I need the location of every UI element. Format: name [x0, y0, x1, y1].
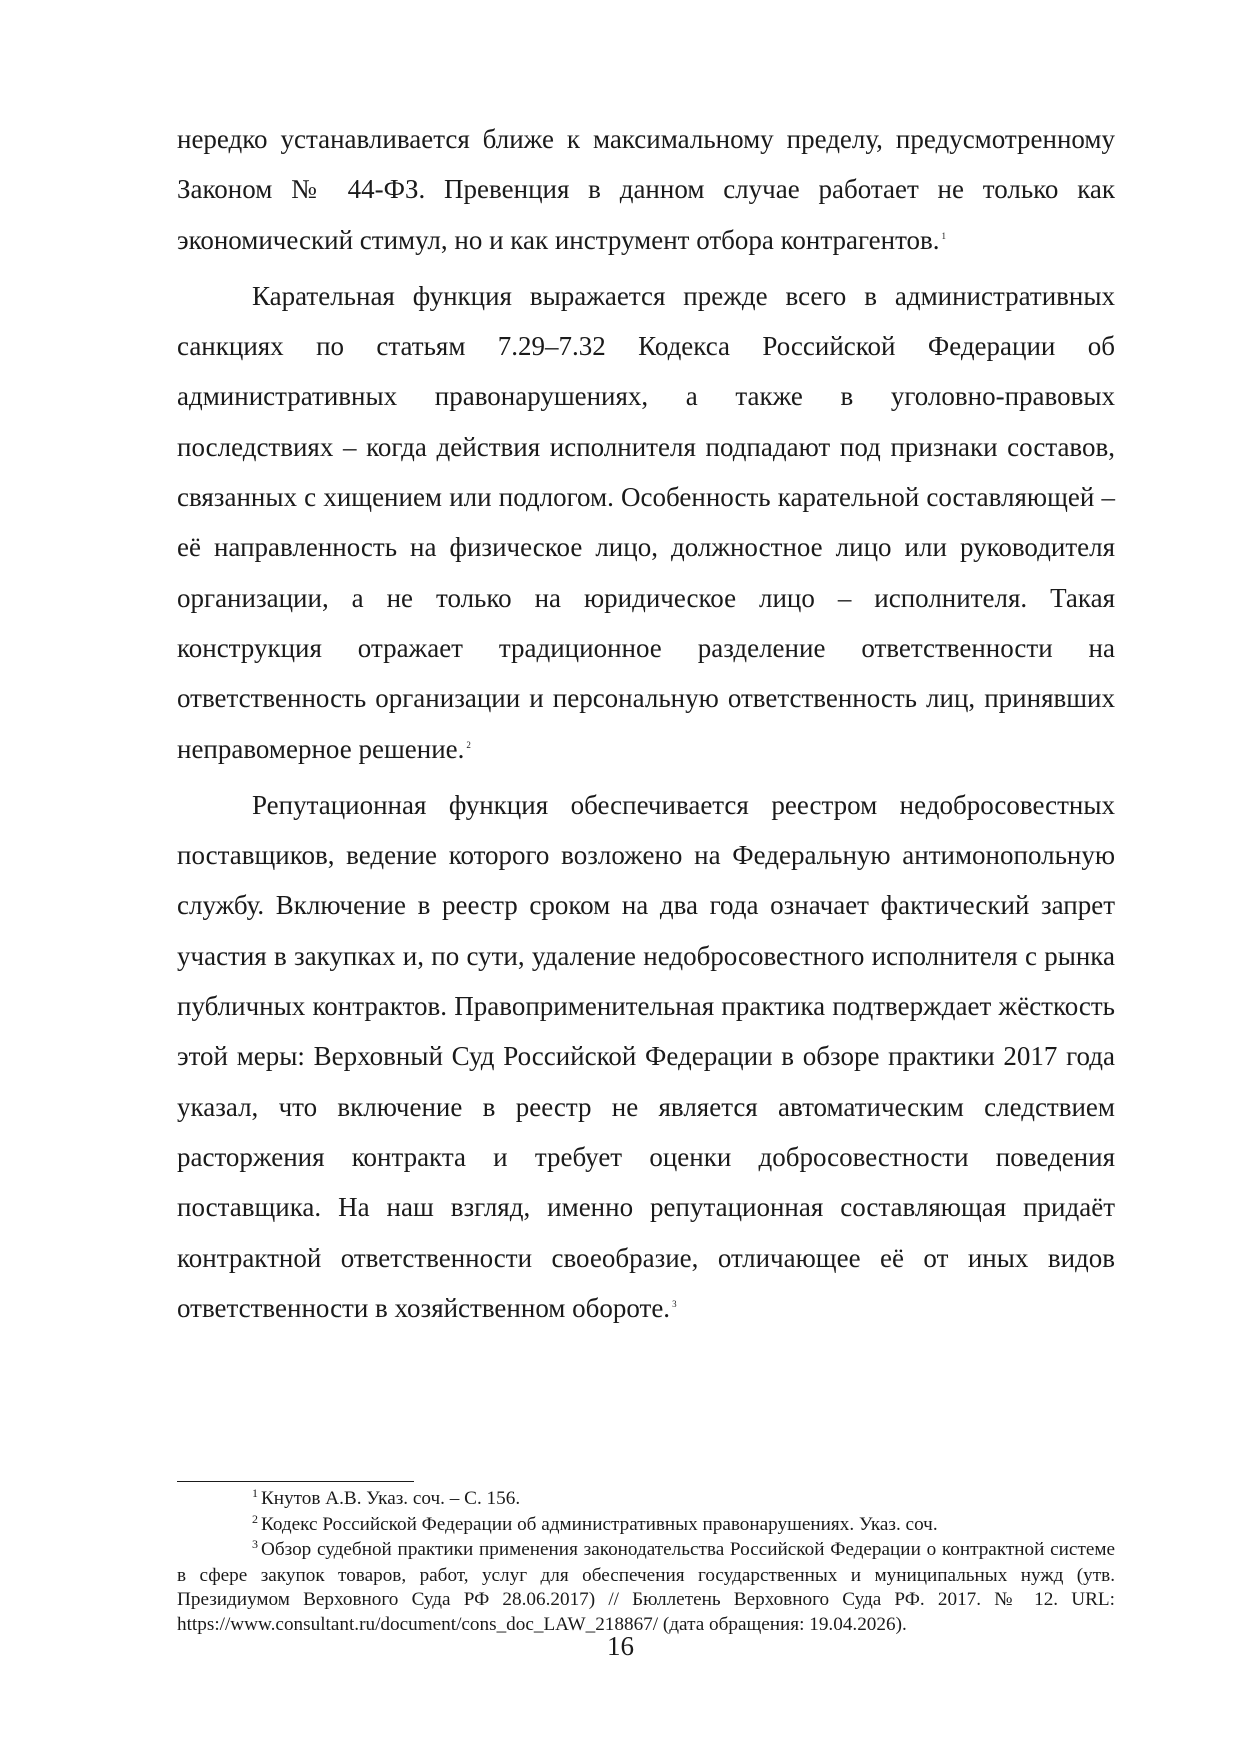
- footnote-reference: 3: [672, 1298, 677, 1309]
- paragraph-3: [177, 780, 1115, 1339]
- footnote-2: [177, 1513, 1115, 1539]
- footnote-text: Кодекс Российской Федерации об административных правонарушениях. Указ. соч.: [261, 1513, 938, 1535]
- paragraph-text: Карательная функция выражается прежде всего в административных санкциях по статьям 7.29–7.32 Кодекса Российской Федерации об административных правонарушениях, а также в уголовно-правовых последствиях – когда действия исполнителя подпадают под признаки составов, связанных с хищением или подлогом. Особенность карательной составляющей – её направленность на физическое лицо, должностное лицо или руководителя организации, а не только на юридическое лицо – исполнителя. Такая конструкция отражает традиционное разделение ответственности на ответственность организации и персональную ответственность лиц, принявших неправомерное решение.: [177, 280, 1115, 764]
- paragraph-text: нередко устанавливается ближе к максимальному пределу, предусмотренному Законом № 44-ФЗ. Превенция в данном случае работает не только как экономический стимул, но и как инструмент отбора контрагентов.: [177, 124, 1115, 255]
- paragraph-2: [177, 271, 1115, 780]
- paragraph-text: Репутационная функция обеспечивается реестром недобросовестных поставщиков, ведение которого возложено на Федеральную антимонопольную службу. Включение в реестр сроком на два года означает фактический запрет участия в закупках и, по сути, удаление недобросовестного исполнителя с рынка публичных контрактов. Правоприменительная практика подтверждает жёсткость этой меры: Верховный Суд Российской Федерации в обзоре практики 2017 года указал, что включение в реестр не является автоматическим следствием расторжения контракта и требует оценки добросовестности поведения поставщика. На наш взгляд, именно репутационная составляющая придаёт контрактной ответственности своеобразие, отличающее её от иных видов ответственности в хозяйственном обороте.: [177, 789, 1115, 1323]
- footnote-number: 2: [252, 1511, 258, 1526]
- paragraph-1: [177, 114, 1115, 271]
- footnotes: [177, 1487, 1115, 1638]
- footnote-text: Обзор судебной практики применения законодательства Российской Федерации о контрактной системе в сфере закупок товаров, работ, услуг для обеспечения государственных и муниципальных нужд (утв. Президиумом Верховного Суда РФ 28.06.2017) // Бюллетень Верховного Суда РФ. 2017. № 12. URL: https://www.consultant.ru/document/cons_doc_LAW_218867/ (дата обращения: 19.04.2026).: [177, 1539, 1115, 1635]
- body-text: [177, 114, 1115, 1339]
- footnote-3: [177, 1538, 1115, 1637]
- page-number: 16: [607, 1631, 634, 1661]
- footnote-separator: [177, 1481, 414, 1482]
- footnote-1: [177, 1487, 1115, 1513]
- footnote-reference: 2: [466, 739, 471, 750]
- footnote-reference: 1: [941, 230, 947, 241]
- footnote-number: 3: [252, 1537, 258, 1552]
- footnote-number: 1: [252, 1486, 258, 1500]
- footnote-text: Кнутов А.В. Указ. соч. – С. 156.: [261, 1488, 521, 1509]
